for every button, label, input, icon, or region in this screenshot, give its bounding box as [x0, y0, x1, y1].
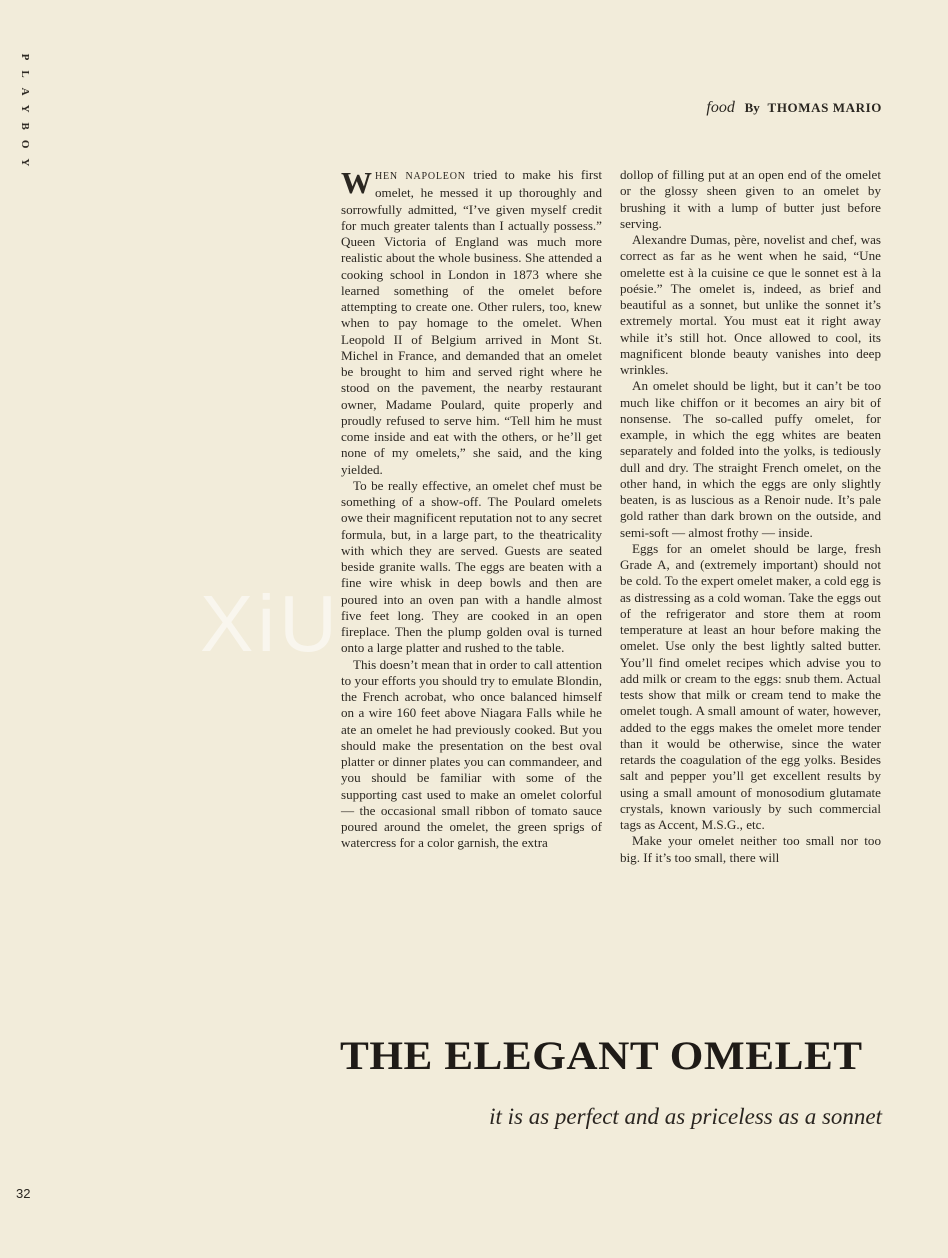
article-column-right: [620, 167, 881, 866]
watermark: XiU: [200, 579, 341, 668]
article-paragraph: Alexandre Dumas, père, novelist and chef, was correct as far as he went when he said, “Une omelette est à la cuisine ce que le sonnet est à la poésie.” The omelet is, indeed, as brief and beautiful as a sonnet, but unlike the sonnet it’s extremely mortal. You must eat it right away while it’s still hot. Once allowed to cool, its magnificent blonde beauty vanishes into deep wrinkles.: [620, 232, 881, 377]
article-paragraph: This doesn’t mean that in order to call attention to your efforts you should try to emulate Blondin, the French acrobat, who once balanced himself on a wire 160 feet above Niagara Falls while he ate an omelet he had previously cooked. But you should make the presentation on the best oval platter or dinner plates you can commandeer, and you should be familiar with some of the supporting cast used to make an omelet colorful — the occasional small ribbon of tomato sauce poured around the omelet, the green sprigs of watercress for a color garnish, the extra: [341, 656, 602, 851]
paragraph-text: tried to make his first omelet, he messed it up thoroughly and sorrowfully admitted, “I’ve given myself credit for much greater talents than I actually possess.” Queen Victoria of England was much more realistic about the whole business. She attended a cooking school in London in 1873 where she learned something of the omelet before attempting to create one. Other rulers, too, knew when to pay homage to the omelet. When Leopold II of Belgium arrived in Mont St. Michel in France, and demanded that an omelet be brought to him and served right where he stood on the pavement, the nearby restaurant owner, Madame Poulard, quite properly and proudly refused to serve him. “Tell him he must come inside and eat with the others, or he’ll get none of my omelets,” she said, and the king yielded.: [341, 167, 602, 477]
article-column-left: [341, 167, 602, 852]
byline: [706, 99, 882, 117]
page-number: 32: [16, 1186, 31, 1201]
magazine-side-label: [12, 40, 38, 190]
magazine-name: PLAYBOY: [19, 53, 31, 177]
byline-by: By: [744, 100, 760, 115]
author-name: THOMAS MARIO: [767, 100, 882, 115]
article-paragraph: Eggs for an omelet should be large, fresh Grade A, and (extremely important) should not be cold. To the expert omelet maker, a cold egg is as distressing as a cold woman. Take the eggs out of the refrigerator and store them at room temperature at least an hour before making the omelet. Use only the best lightly salted butter. You’ll find omelet recipes which advise you to add milk or cream to the eggs: snub them. Actual tests show that milk or cream tend to make the omelet tough. A small amount of water, however, added to the eggs makes the omelet more tender than it would be otherwise, since the water retards the coagulation of the egg yolks. Besides salt and pepper you’ll get excellent results by using a small amount of monosodium glutamate crystals, known variously by such commercial tags as Accent, M.S.G., etc.: [620, 540, 881, 832]
drop-cap: W: [341, 165, 372, 200]
article-paragraph: To be really effective, an omelet chef must be something of a show-off. The Poulard omelets owe their magnificent reputation not to any secret formula, but, in a large part, to the theatricality with which they are served. Guests are seated beside granite walls. The eggs are beaten with a fine wire whisk in deep bowls and then are poured into an oven pan with a handle almost five feet long. They are cooked in an open fireplace. Then the plump golden oval is turned onto a large platter and rushed to the table.: [341, 477, 602, 656]
article-paragraph: dollop of filling put at an open end of the omelet or the glossy sheen given to an omelet by brushing it with a lump of butter just before serving.: [620, 167, 881, 231]
article-subhead: it is as perfect and as priceless as a sonnet: [489, 1104, 882, 1129]
section-label: food: [706, 99, 735, 116]
article-paragraph: [341, 167, 602, 478]
opening-smallcaps: HEN NAPOLEON: [375, 171, 466, 182]
article-headline: THE ELEGANT OMELET: [340, 1033, 863, 1078]
article-paragraph: Make your omelet neither too small nor too big. If it’s too small, there will: [620, 833, 881, 865]
article-paragraph: An omelet should be light, but it can’t be too much like chiffon or it becomes an airy bit of nonsense. The so-called puffy omelet, for example, in which the egg whites are beaten separately and folded into the yolks, is tediously dull and dry. The straight French omelet, on the other hand, in which the eggs are only slightly beaten, is as luscious as a Renoir nude. It’s pale gold rather than dark brown on the outside, and semi-soft — almost frothy — inside.: [620, 378, 881, 540]
